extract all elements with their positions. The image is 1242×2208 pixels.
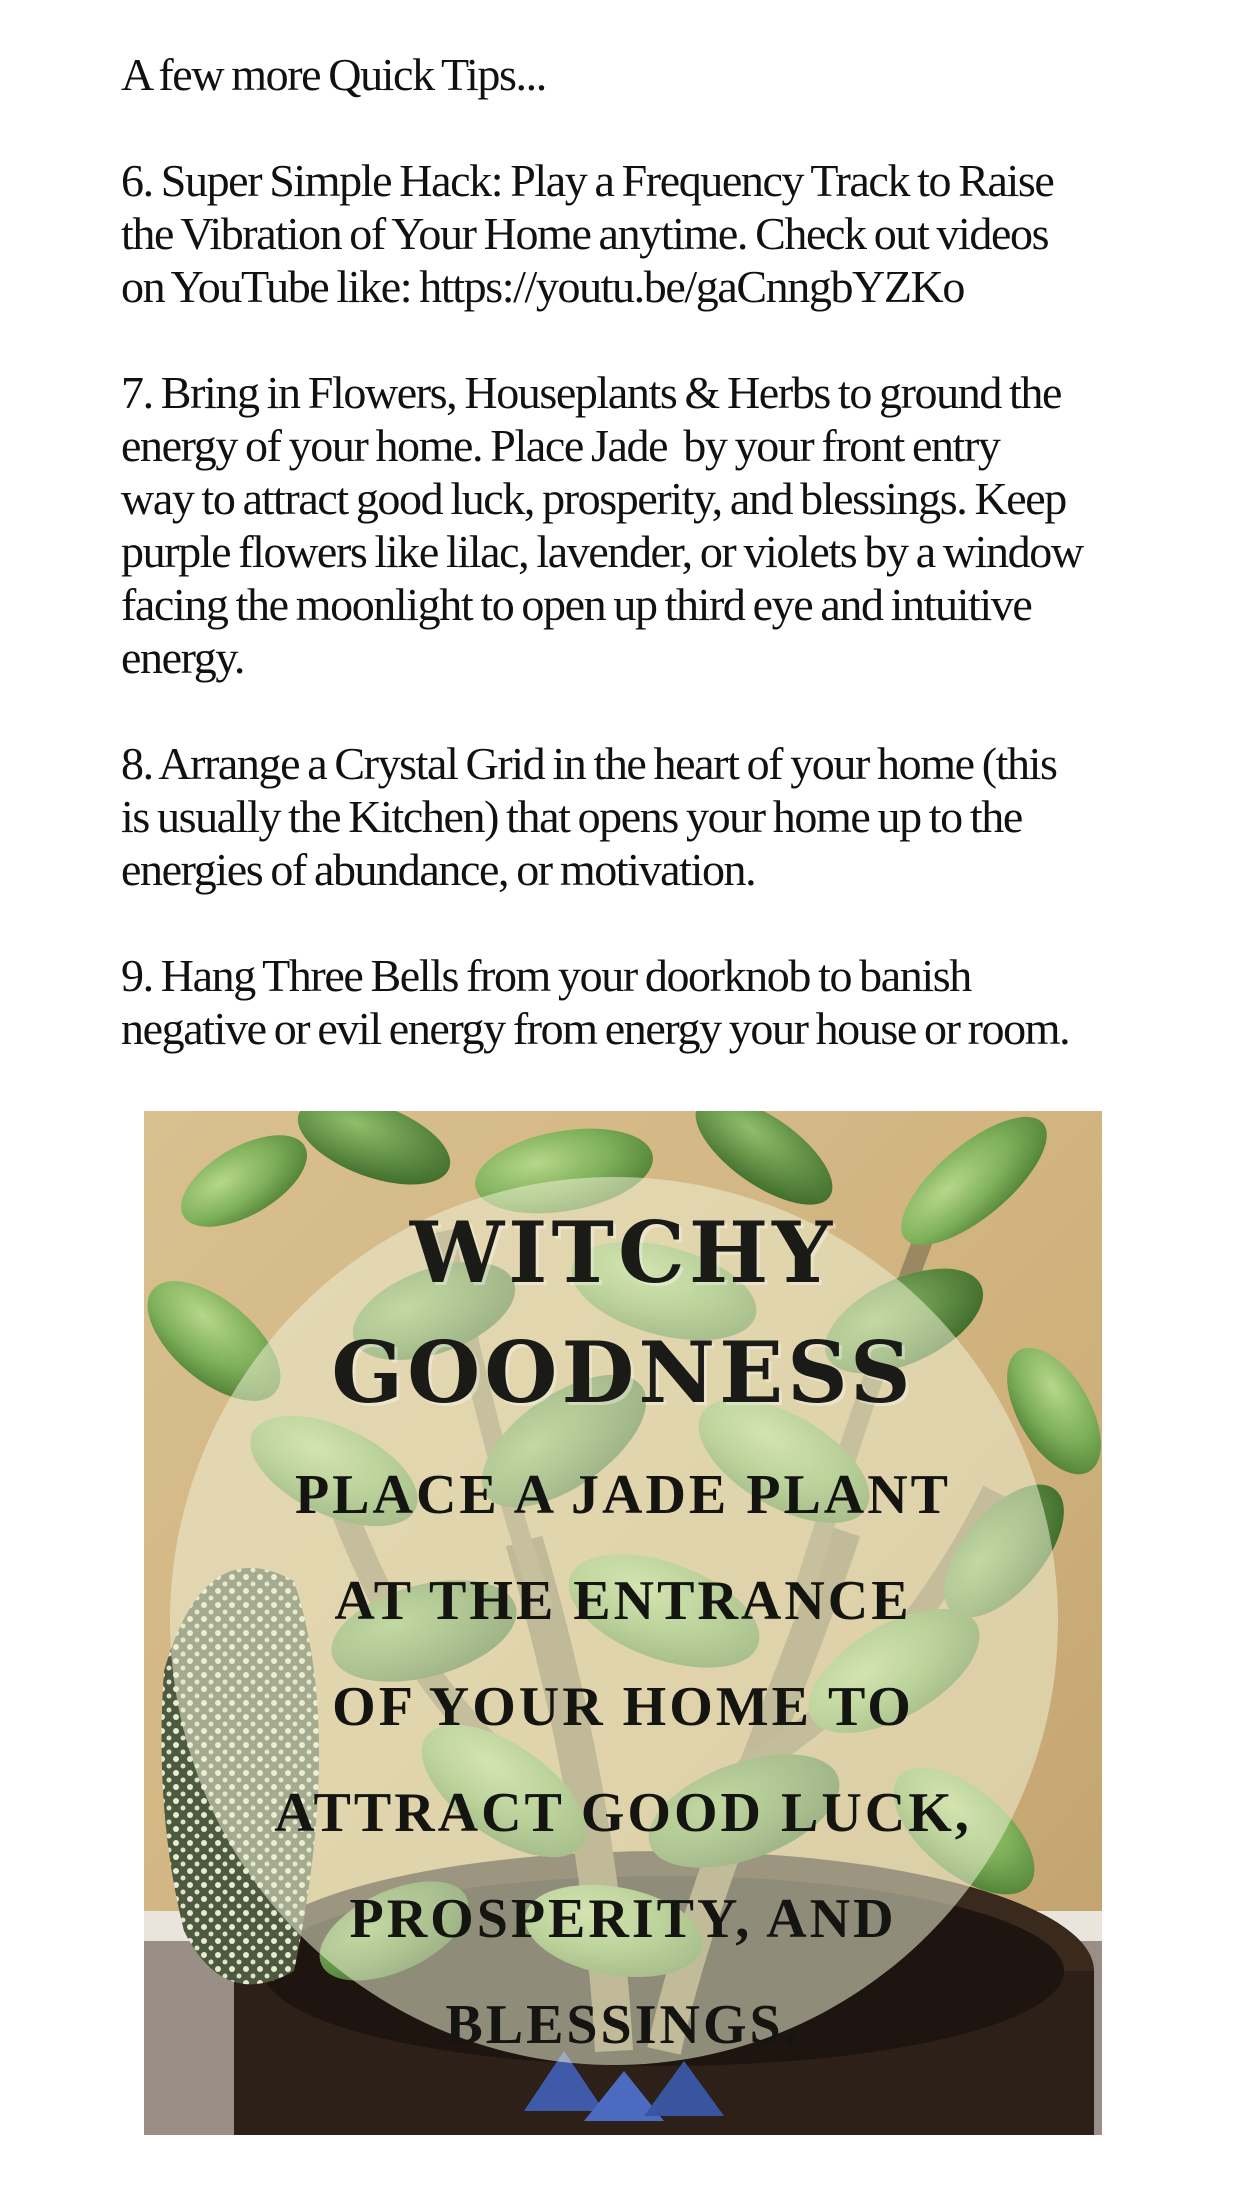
tip-7: 7. Bring in Flowers, Houseplants & Herbs to ground the energy of your home. Place Jade by your front entry way to attract good luck, prosperity, and blessings. Keep purple flowers like lilac, lavender, or violets by a window facing the moonlight to open up third eye and intuitive energy. [121,367,1083,683]
tip-6: 6. Super Simple Hack: Play a Frequency Track to Raise the Vibration of Your Home anytime. Check out videos on YouTube like: https://youtu.be/gaCnngbYZKo [121,155,1054,312]
tip-9: 9. Hang Three Bells from your doorknob to banish negative or evil energy from energy your house or room. [121,950,1070,1054]
tips-text-block [121,48,1161,1108]
tips-heading: A few more Quick Tips... [121,49,546,100]
poster-title-line1: WITCHY [409,1203,837,1302]
poster-line-6: BLESSINGS. [445,1994,801,2056]
poster-line-1: PLACE A JADE PLANT [294,1464,952,1526]
poster-line-4: ATTRACT GOOD LUCK, [274,1782,972,1844]
tip-8: 8. Arrange a Crystal Grid in the heart of your home (this is usually the Kitchen) that opens your home up to the energies of abundance, or motivation. [121,738,1057,895]
jade-plant-photo [144,1111,1102,2135]
poster-title-line2: GOODNESS [331,1323,915,1422]
poster-line-3: OF YOUR HOME TO [332,1676,914,1738]
poster-line-5: PROSPERITY, AND [349,1888,897,1950]
poster-line-2: AT THE ENTRANCE [334,1570,912,1632]
